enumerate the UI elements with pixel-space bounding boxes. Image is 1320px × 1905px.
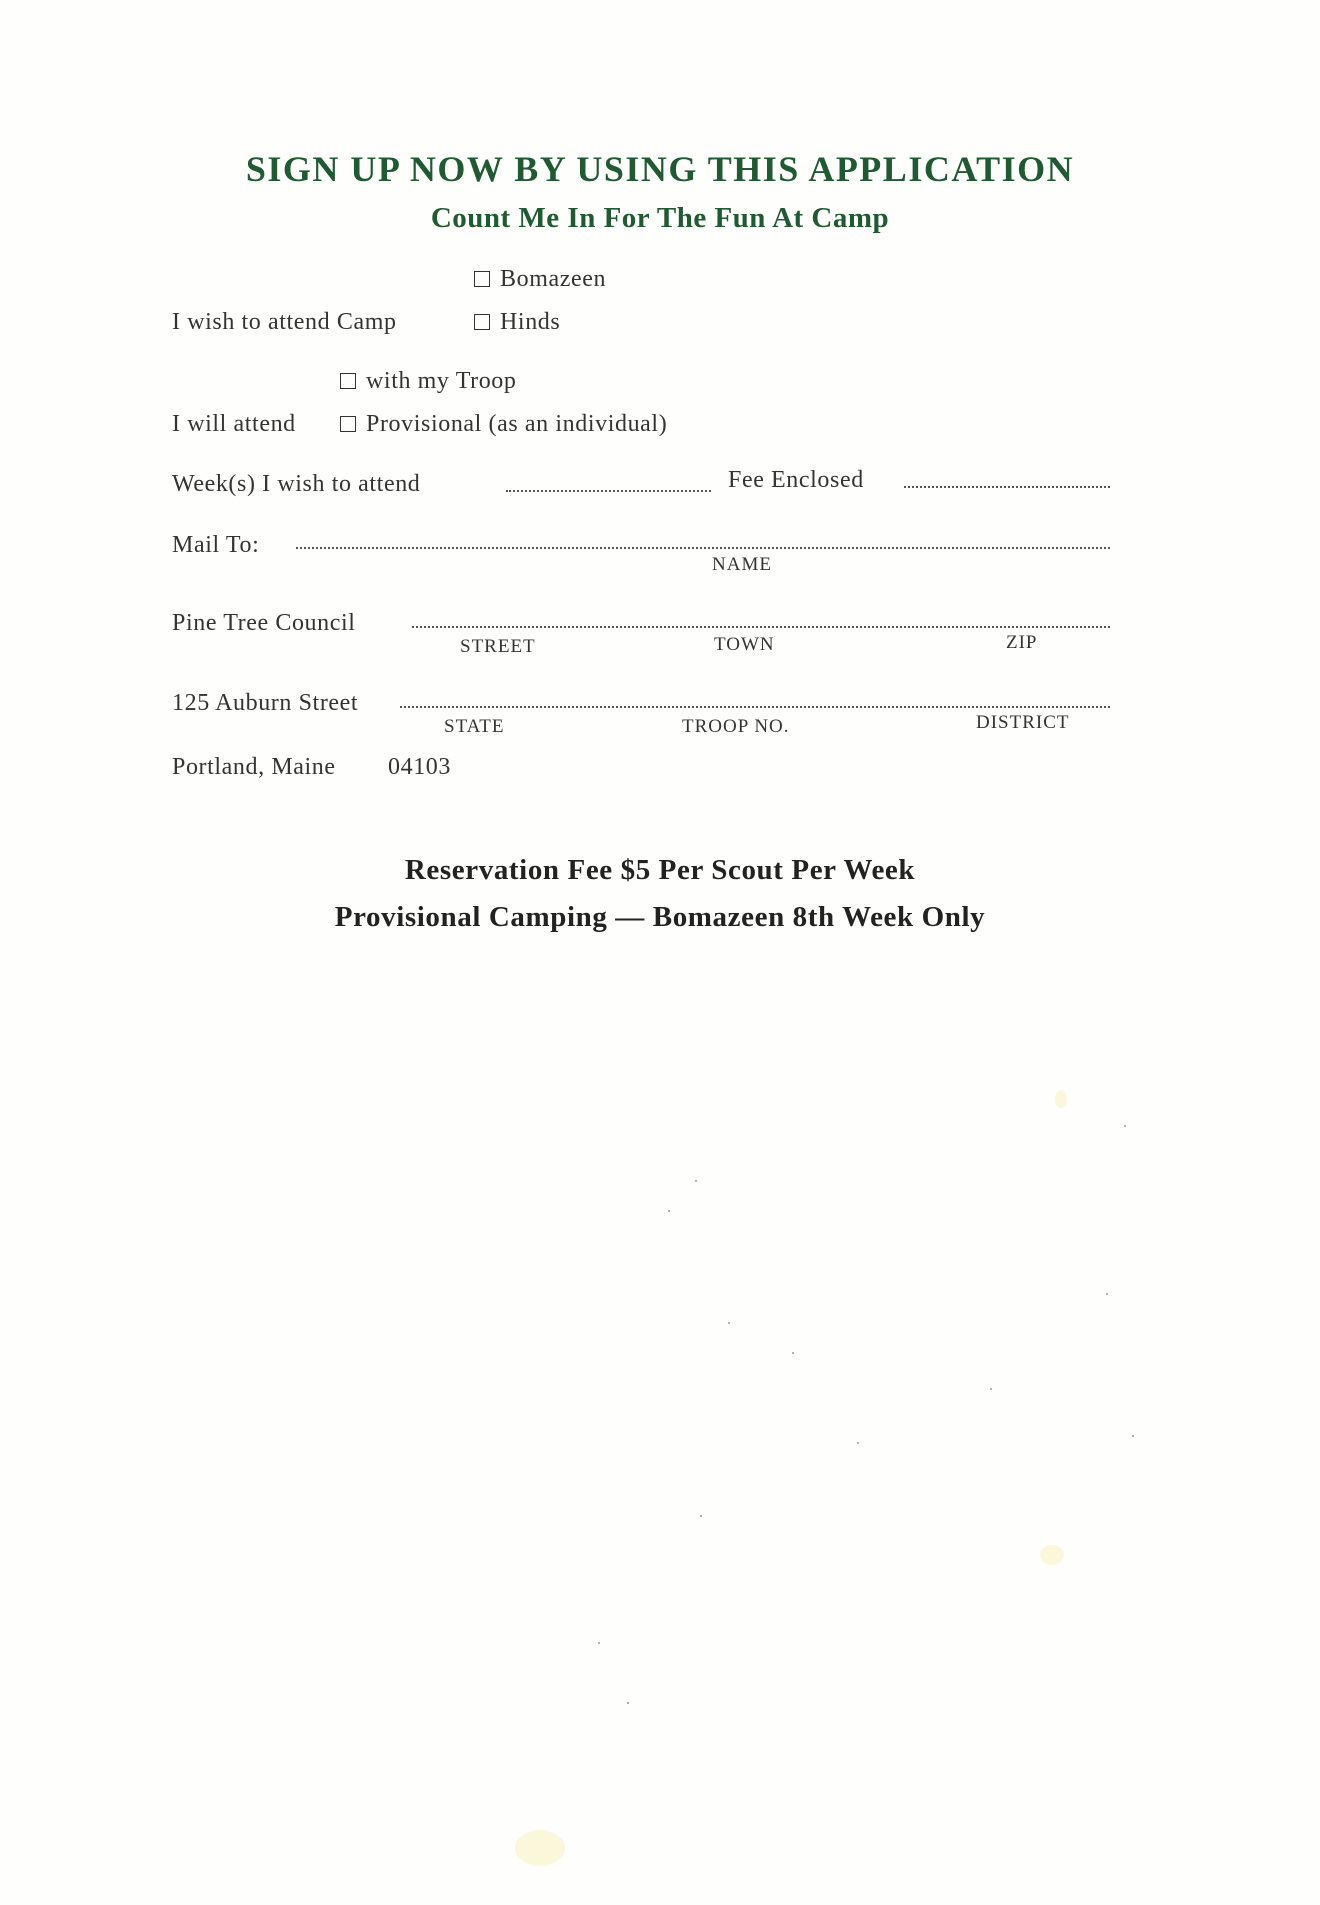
paper-speck bbox=[1132, 1435, 1134, 1437]
checkbox-bomazeen[interactable] bbox=[474, 271, 490, 287]
town-caption: TOWN bbox=[714, 634, 775, 655]
paper-speck bbox=[598, 1642, 600, 1644]
paper-speck bbox=[627, 1702, 629, 1704]
paper-speck bbox=[1106, 1293, 1108, 1295]
reservation-fee-note: Reservation Fee $5 Per Scout Per Week bbox=[404, 854, 916, 886]
page-title: SIGN UP NOW BY USING THIS APPLICATION bbox=[245, 149, 1075, 189]
weeks-field[interactable] bbox=[506, 490, 711, 492]
option-provisional-label: Provisional (as an individual) bbox=[366, 411, 668, 437]
option-with-troop-label: with my Troop bbox=[366, 368, 517, 394]
option-hinds-label: Hinds bbox=[500, 309, 561, 335]
fee-field[interactable] bbox=[904, 486, 1110, 488]
paper-stain bbox=[1055, 1090, 1067, 1108]
name-field[interactable] bbox=[296, 547, 1110, 549]
option-hinds[interactable] bbox=[474, 309, 560, 336]
paper-stain bbox=[1040, 1545, 1064, 1565]
page-subtitle: Count Me In For The Fun At Camp bbox=[430, 202, 890, 234]
state-troop-district-field[interactable] bbox=[400, 706, 1110, 708]
attend-prompt: I will attend bbox=[172, 411, 296, 437]
address-line-1: Pine Tree Council bbox=[172, 610, 356, 636]
checkbox-provisional[interactable] bbox=[340, 416, 356, 432]
camp-prompt: I wish to attend Camp bbox=[172, 309, 397, 335]
district-caption: DISTRICT bbox=[976, 712, 1070, 733]
option-with-troop[interactable] bbox=[340, 368, 517, 395]
paper-speck bbox=[668, 1210, 670, 1212]
paper-speck bbox=[792, 1352, 794, 1354]
option-provisional[interactable] bbox=[340, 411, 667, 438]
fee-label: Fee Enclosed bbox=[728, 467, 864, 493]
street-caption: STREET bbox=[460, 636, 536, 657]
paper-speck bbox=[695, 1180, 697, 1182]
paper-stain bbox=[515, 1830, 565, 1866]
paper-speck bbox=[990, 1388, 992, 1390]
provisional-camping-note: Provisional Camping — Bomazeen 8th Week Only bbox=[334, 901, 986, 933]
zip-caption: ZIP bbox=[1006, 632, 1038, 653]
troop-no-caption: TROOP NO. bbox=[682, 716, 790, 737]
paper-speck bbox=[1124, 1125, 1126, 1127]
address-line-3: Portland, Maine bbox=[172, 754, 336, 780]
paper-speck bbox=[700, 1515, 702, 1517]
option-bomazeen-label: Bomazeen bbox=[500, 266, 607, 292]
address-zip: 04103 bbox=[388, 754, 451, 780]
option-bomazeen[interactable] bbox=[474, 266, 606, 293]
mail-to-label: Mail To: bbox=[172, 532, 260, 558]
paper-speck bbox=[728, 1322, 730, 1324]
weeks-label: Week(s) I wish to attend bbox=[172, 471, 421, 497]
checkbox-hinds[interactable] bbox=[474, 314, 490, 330]
state-caption: STATE bbox=[444, 716, 505, 737]
address-line-2: 125 Auburn Street bbox=[172, 690, 359, 716]
street-town-zip-field[interactable] bbox=[412, 626, 1110, 628]
paper-speck bbox=[857, 1442, 859, 1444]
checkbox-with-troop[interactable] bbox=[340, 373, 356, 389]
name-caption: NAME bbox=[712, 554, 772, 575]
